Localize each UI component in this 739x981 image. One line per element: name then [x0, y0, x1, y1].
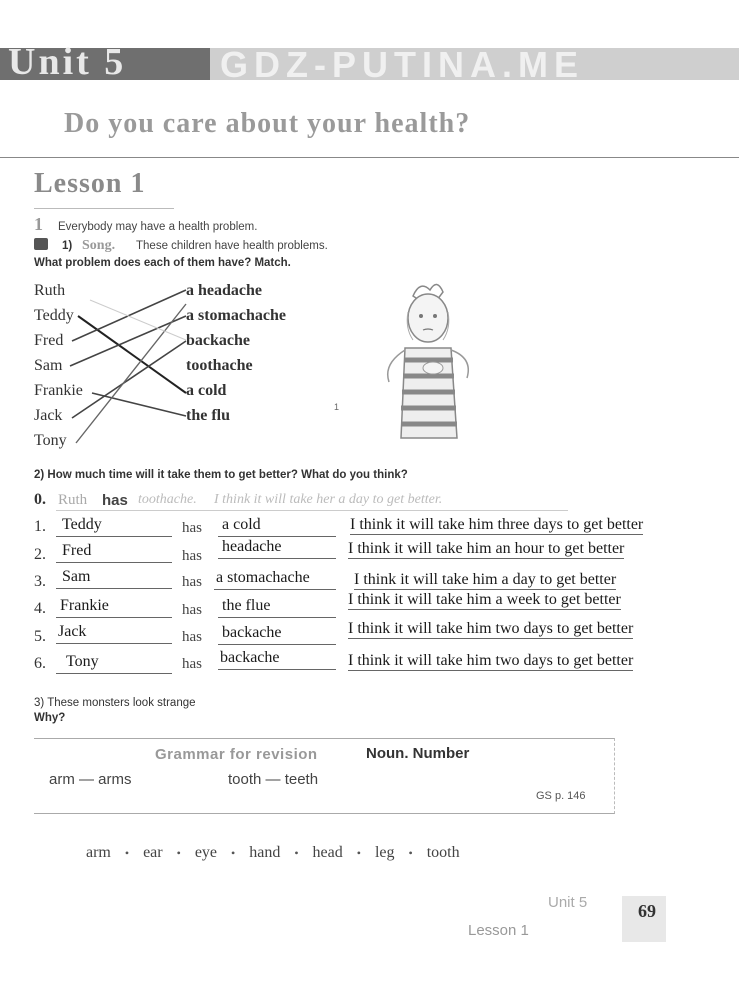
match-line-teddy-cold	[78, 316, 186, 393]
name-frankie: Frankie	[34, 382, 83, 399]
row-name: Frankie	[60, 597, 109, 614]
word-item: hand	[249, 844, 281, 861]
row-name-line	[56, 623, 172, 644]
row-number: 2.	[34, 546, 46, 563]
grammar-example-1: arm — arms	[49, 771, 132, 788]
part1-label: 1)	[62, 240, 73, 252]
row-name: Sam	[62, 568, 91, 585]
bullet-icon: •	[124, 845, 130, 860]
row-answer: I think it will take him three days to get better	[350, 516, 644, 533]
banner-watermark: GDZ-PUTINA.ME	[220, 44, 584, 85]
word-item: leg	[374, 844, 395, 861]
word-item: eye	[194, 844, 218, 861]
bullet-icon: •	[176, 845, 181, 860]
exercise-intro: Everybody may have a health problem.	[58, 221, 258, 233]
part3-text: 3) These monsters look strange	[34, 697, 196, 709]
problem-cold: a cold	[186, 382, 227, 399]
row-number: 6.	[34, 655, 46, 672]
grammar-example-2: tooth — teeth	[228, 771, 319, 788]
row-has: has	[182, 629, 202, 645]
row-name: Fred	[62, 542, 92, 559]
name-sam: Sam	[34, 357, 63, 374]
row-answer: I think it will take him two days to get better	[348, 620, 634, 637]
word-item: head	[312, 844, 343, 861]
problem-stomachache: a stomachache	[186, 307, 286, 324]
row-number: 5.	[34, 628, 46, 645]
word-item: arm	[86, 844, 111, 861]
page-title: Do you care about your health?	[64, 108, 471, 139]
exercise-number: 1	[34, 214, 43, 234]
example-name: Ruth	[58, 492, 88, 508]
row-answer: I think it will take him a week to get better	[348, 591, 621, 608]
row-problem: backache	[220, 649, 280, 666]
match-line-tony-headache	[76, 304, 186, 443]
row-problem: a cold	[222, 516, 261, 533]
name-jack: Jack	[34, 407, 63, 424]
name-teddy: Teddy	[34, 307, 74, 324]
word-item: tooth	[426, 844, 460, 861]
grammar-topic: Noun. Number	[366, 745, 470, 762]
row-name-line	[56, 568, 172, 589]
part1-text: These children have health problems.	[136, 240, 328, 252]
matching-lines	[0, 0, 739, 470]
word-list	[86, 844, 460, 862]
row-problem-line	[218, 538, 336, 559]
row-name: Teddy	[62, 516, 102, 533]
row-has: has	[182, 574, 202, 590]
example-problem: toothache.	[138, 492, 197, 507]
row-problem-line	[218, 649, 336, 670]
row-has: has	[182, 548, 202, 564]
example-answer: I think it will take her a day to get better.	[214, 492, 443, 507]
row-problem-line	[214, 569, 336, 590]
word-item: ear	[143, 844, 163, 861]
row-name-line	[56, 516, 172, 537]
row-answer: I think it will take him a day to get better	[354, 571, 617, 588]
row-number: 3.	[34, 573, 46, 590]
part2-question: 2) How much time will it take them to get better? What do you think?	[34, 469, 408, 481]
lesson-heading: Lesson 1	[34, 168, 146, 199]
problem-toothache: toothache	[186, 357, 253, 374]
grammar-reference: GS p. 146	[536, 790, 586, 802]
row-has: has	[182, 602, 202, 618]
song-label: Song.	[82, 238, 116, 253]
row-problem-line	[218, 624, 336, 645]
name-tony: Tony	[34, 432, 67, 449]
grammar-label: Grammar for revision	[155, 746, 318, 763]
row-problem: the flue	[222, 597, 271, 614]
row-has: has	[182, 520, 202, 536]
banner-unit-label: Unit 5	[8, 41, 127, 83]
row-answer: I think it will take him an hour to get better	[348, 540, 625, 557]
row-answer: I think it will take him two days to get better	[348, 652, 634, 669]
name-ruth: Ruth	[34, 282, 66, 299]
row-problem: backache	[222, 624, 282, 641]
row-problem-line	[218, 516, 336, 537]
row-has: has	[182, 656, 202, 672]
sick-child-illustration	[375, 278, 485, 443]
row-name: Jack	[58, 623, 87, 640]
bullet-icon: •	[356, 845, 361, 860]
row-problem: headache	[222, 538, 282, 555]
example-number: 0.	[34, 491, 46, 508]
problem-headache: a headache	[186, 282, 262, 299]
name-fred: Fred	[34, 332, 64, 349]
row-problem-line	[218, 597, 336, 618]
bullet-icon: •	[408, 845, 413, 860]
row-name-line	[56, 597, 172, 618]
problem-flu: the flu	[186, 407, 230, 424]
page-number: 69	[638, 901, 656, 921]
footer-unit: Unit 5	[548, 894, 588, 911]
row-name-line	[56, 653, 172, 674]
example-underline	[56, 510, 568, 511]
footer-lesson: Lesson 1	[468, 922, 529, 939]
picture-mark: 1	[334, 402, 340, 412]
row-name-line	[56, 542, 172, 563]
part3-why: Why?	[34, 712, 66, 724]
bullet-icon: •	[294, 845, 299, 860]
row-name: Tony	[66, 653, 99, 670]
row-number: 4.	[34, 600, 46, 617]
row-number: 1.	[34, 518, 46, 535]
part1-question: What problem does each of them have? Match.	[34, 257, 291, 269]
bullet-icon: •	[231, 845, 236, 860]
row-problem: a stomachache	[216, 569, 310, 586]
problem-backache: backache	[186, 332, 250, 349]
example-has: has	[102, 492, 128, 509]
